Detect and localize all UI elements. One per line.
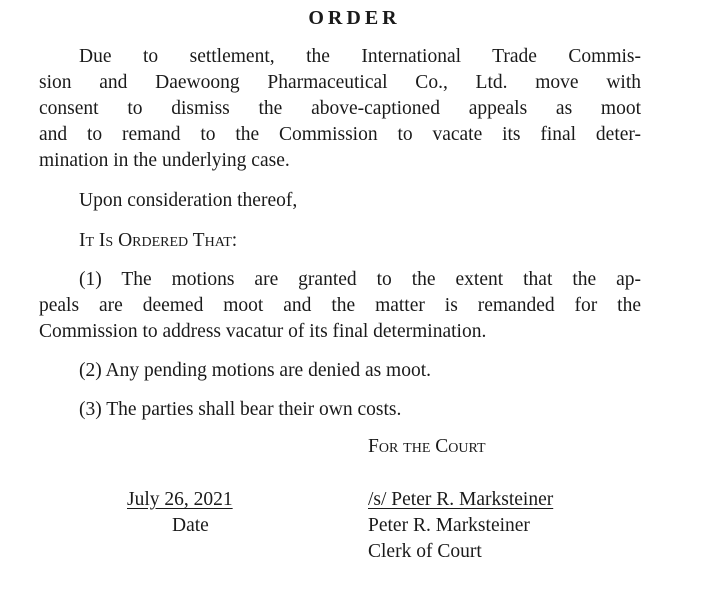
- date-value: July 26, 2021: [127, 489, 233, 510]
- date-label: Date: [172, 515, 209, 536]
- paragraph-line: sion and Daewoong Pharmaceutical Co., Ltd. move with: [39, 72, 641, 93]
- ordered-that-heading: It Is Ordered That:: [79, 230, 238, 251]
- item-3-text: (3) The parties shall bear their own costs.: [79, 399, 402, 420]
- clerk-title: Clerk of Court: [368, 541, 482, 562]
- paragraph-line: Due to settlement, the International Trade Commis-: [79, 46, 641, 67]
- paragraph-line: peals are deemed moot and the matter is remanded for the: [39, 295, 641, 316]
- paragraph-line: consent to dismiss the above-captioned appeals as moot: [39, 98, 641, 119]
- item-1-paragraph: [39, 267, 641, 345]
- for-the-court-label: For the Court: [368, 436, 486, 457]
- settlement-paragraph: [39, 44, 641, 174]
- paragraph-line: Commission to address vacatur of its final determination.: [39, 321, 487, 342]
- item-2-text: (2) Any pending motions are denied as moot.: [79, 360, 432, 381]
- consideration-text: Upon consideration thereof,: [79, 190, 298, 211]
- paragraph-line: mination in the underlying case.: [39, 150, 290, 171]
- clerk-name: Peter R. Marksteiner: [368, 515, 530, 536]
- paragraph-line: (1) The motions are granted to the extent that the ap-: [79, 269, 641, 290]
- order-heading: ORDER: [308, 7, 401, 29]
- signature-line: /s/ Peter R. Marksteiner: [368, 489, 554, 510]
- paragraph-line: and to remand to the Commission to vacate its final deter-: [39, 124, 641, 145]
